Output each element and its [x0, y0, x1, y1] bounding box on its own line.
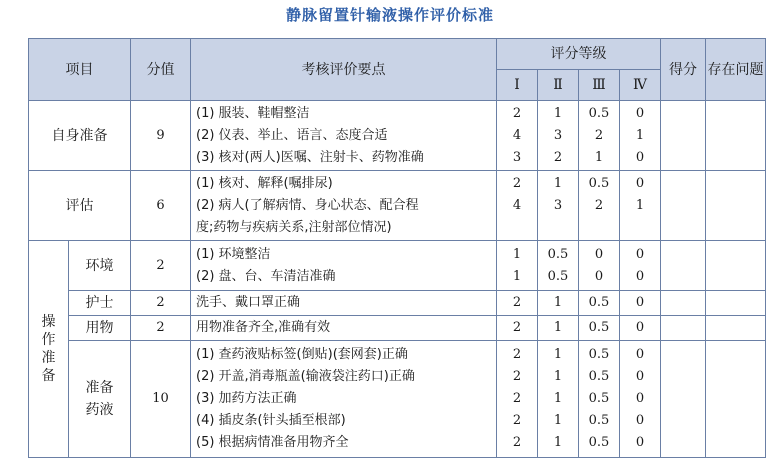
- criteria-line: (2) 仪表、举止、语言、态度合适: [196, 127, 388, 143]
- env-issues[interactable]: [706, 241, 766, 291]
- criteria-line: (4) 插皮条(针头插至根部): [196, 413, 346, 428]
- assess-grade-3: 0.5 2: [579, 171, 620, 241]
- supplies-grade-1: 2: [497, 316, 538, 341]
- nurse-grade-1: 2: [497, 291, 538, 316]
- assess-score: 6: [131, 171, 191, 241]
- assess-issues[interactable]: [706, 171, 766, 241]
- nurse-grade-2: 1: [538, 291, 579, 316]
- supplies-issues[interactable]: [706, 316, 766, 341]
- nurse-criteria: 洗手、戴口罩正确: [191, 291, 497, 316]
- nurse-score: 2: [131, 291, 191, 316]
- op-prep-label: 操 作 准 备: [29, 241, 69, 458]
- header-item: 项目: [29, 39, 131, 101]
- env-score: 2: [131, 241, 191, 291]
- env-grade-1: 1 1: [497, 241, 538, 291]
- env-grade-4: 0 0: [620, 241, 661, 291]
- nurse-issues[interactable]: [706, 291, 766, 316]
- header-level-1: Ⅰ: [497, 70, 538, 101]
- assess-grade-1: 2 4: [497, 171, 538, 241]
- drug-label: 准备 药液: [69, 341, 131, 458]
- nurse-grade-4: 0: [620, 291, 661, 316]
- criteria-line: 度;药物与疾病关系,注射部位情况): [196, 219, 392, 235]
- self-prep-grade-4: 0 1 0: [620, 101, 661, 171]
- supplies-criteria: 用物准备齐全,准确有效: [191, 316, 497, 341]
- self-prep-grade-2: 1 3 2: [538, 101, 579, 171]
- criteria-line: (2) 病人(了解病情、身心状态、配合程: [196, 197, 419, 213]
- env-got[interactable]: [661, 241, 706, 291]
- self-prep-label: 自身准备: [29, 101, 131, 171]
- criteria-line: (1) 环境整洁: [196, 246, 271, 262]
- env-grade-3: 0 0: [579, 241, 620, 291]
- self-prep-grade-1: 2 4 3: [497, 101, 538, 171]
- assess-got[interactable]: [661, 171, 706, 241]
- header-score: 分值: [131, 39, 191, 101]
- header-issues: 存在问题: [706, 39, 766, 101]
- env-label: 环境: [69, 241, 131, 291]
- drug-grade-2: 1 1 1 1 1: [538, 341, 579, 458]
- self-prep-criteria: [191, 101, 497, 171]
- header-level-4: Ⅳ: [620, 70, 661, 101]
- criteria-line: (5) 根据病情准备用物齐全: [196, 435, 349, 450]
- header-criteria: 考核评价要点: [191, 39, 497, 101]
- self-prep-grade-3: 0.5 2 1: [579, 101, 620, 171]
- drug-issues[interactable]: [706, 341, 766, 458]
- drug-score: 10: [131, 341, 191, 458]
- criteria-line: (2) 开盖,消毒瓶盖(输液袋注药口)正确: [196, 369, 415, 384]
- self-prep-issues[interactable]: [706, 101, 766, 171]
- header-grade: 评分等级: [497, 39, 661, 70]
- header-level-3: Ⅲ: [579, 70, 620, 101]
- assess-grade-2: 1 3: [538, 171, 579, 241]
- supplies-score: 2: [131, 316, 191, 341]
- assess-label: 评估: [29, 171, 131, 241]
- supplies-got[interactable]: [661, 316, 706, 341]
- header-got: 得分: [661, 39, 706, 101]
- drug-got[interactable]: [661, 341, 706, 458]
- supplies-grade-2: 1: [538, 316, 579, 341]
- criteria-line: (1) 核对、解释(嘱排尿): [196, 175, 333, 191]
- criteria-line: (2) 盘、台、车清洁准确: [196, 268, 336, 284]
- drug-grade-3: 0.5 0.5 0.5 0.5 0.5: [579, 341, 620, 458]
- nurse-grade-3: 0.5: [579, 291, 620, 316]
- nurse-label: 护士: [69, 291, 131, 316]
- assess-criteria: [191, 171, 497, 241]
- criteria-line: (1) 服装、鞋帽整洁: [196, 105, 310, 121]
- criteria-line: (3) 核对(两人)医嘱、注射卡、药物准确: [196, 149, 424, 165]
- self-prep-score: 9: [131, 101, 191, 171]
- nurse-got[interactable]: [661, 291, 706, 316]
- page-title: 静脉留置针输液操作评价标准: [285, 6, 494, 24]
- criteria-line: (1) 查药液贴标签(倒贴)(套网套)正确: [196, 347, 408, 362]
- drug-criteria: [191, 341, 497, 458]
- criteria-line: (3) 加药方法正确: [196, 391, 297, 406]
- drug-grade-4: 0 0 0 0 0: [620, 341, 661, 458]
- evaluation-table: [28, 38, 766, 458]
- self-prep-got[interactable]: [661, 101, 706, 171]
- supplies-grade-3: 0.5: [579, 316, 620, 341]
- header-level-2: Ⅱ: [538, 70, 579, 101]
- env-grade-2: 0.5 0.5: [538, 241, 579, 291]
- supplies-grade-4: 0: [620, 316, 661, 341]
- assess-grade-4: 0 1: [620, 171, 661, 241]
- supplies-label: 用物: [69, 316, 131, 341]
- env-criteria: [191, 241, 497, 291]
- drug-grade-1: 2 2 2 2 2: [497, 341, 538, 458]
